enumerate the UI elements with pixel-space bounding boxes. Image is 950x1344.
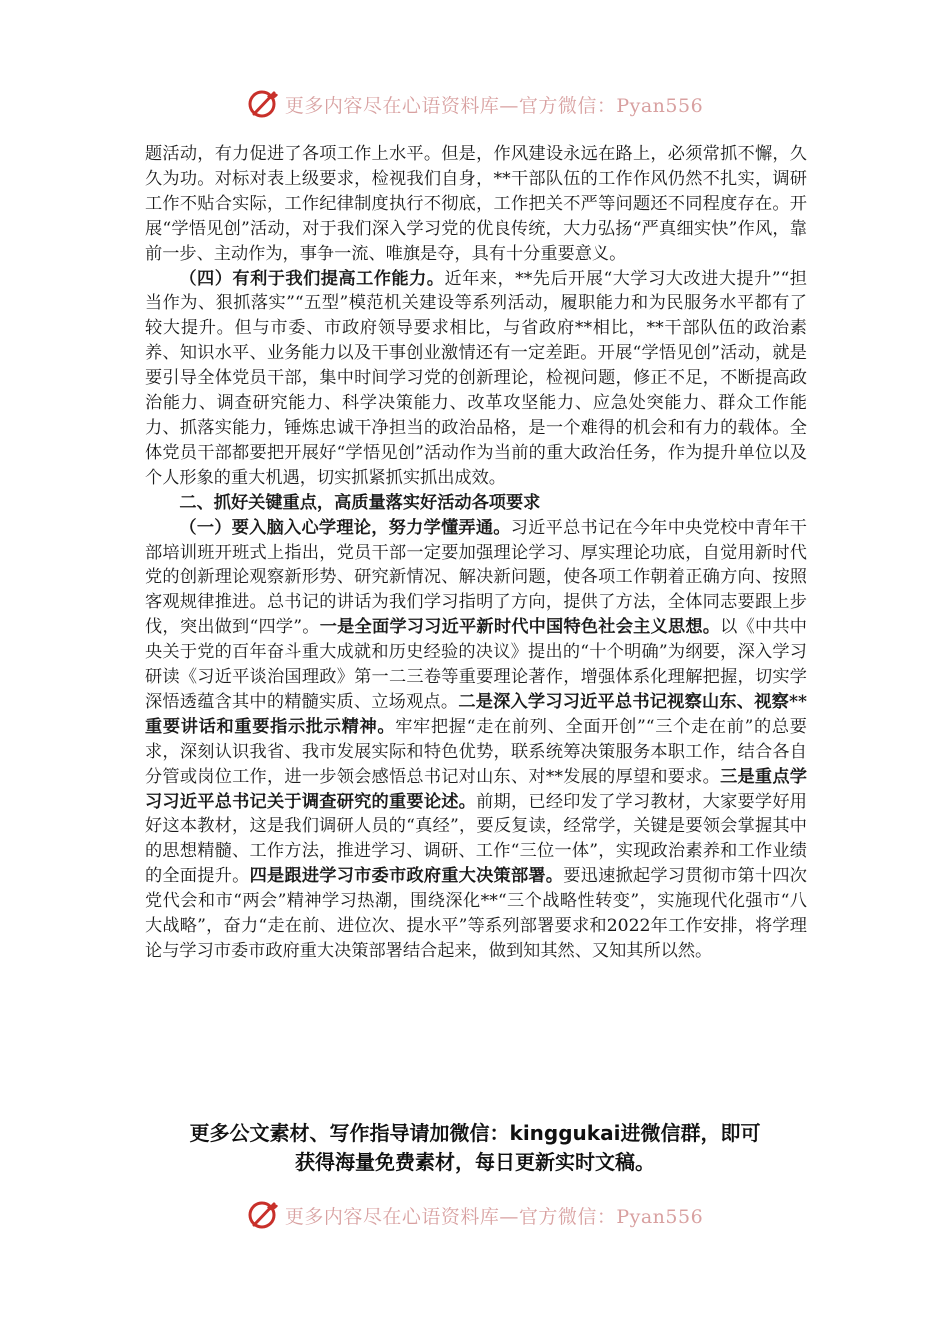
leaf-pen-logo-icon	[247, 87, 281, 121]
document-body	[145, 142, 807, 964]
watermark-text: 更多内容尽在心语资料库—官方微信：Pyan556	[284, 1205, 704, 1228]
watermark-header	[0, 84, 950, 124]
paragraph: （一）要入脑入心学理论，努力学懂弄通。习近平总书记在今年中央党校中青年干部培训班开班式上指出，党员干部一定要加强理论学习、厚实理论功底，自觉用新时代党的创新理论观察新形势、研究新情况、解决新问题，使各项工作朝着正确方向、按照客观规律推进。总书记的讲话为我们学习指明了方向，提供了方法，全体同志要跟上步伐，突出做到“四学”。一是全面学习习近平新时代中国特色社会主义思想。以《中共中央关于党的百年奋斗重大成就和历史经验的决议》提出的“十个明确”为纲要，深入学习研读《习近平谈治国理政》第一二三卷等重要理论著作，增强体系化理解把握，切实学深悟透蕴含其中的精髓实质、立场观点。二是深入学习习近平总书记视察山东、视察**重要讲话和重要指示批示精神。牢牢把握“走在前列、全面开创”“三个走在前”的总要求，深刻认识我省、我市发展实际和特色优势，联系统筹决策服务本职工作，结合各自分管或岗位工作，进一步领会感悟总书记对山东、对**发展的厚望和要求。三是重点学习习近平总书记关于调查研究的重要论述。前期，已经印发了学习教材，大家要学好用好这本教材，这是我们调研人员的“真经”，要反复读，经常学，关键是要领会掌握其中的思想精髓、工作方法，推进学习、调研、工作“三位一体”，实现政治素养和工作业绩的全面提升。四是跟进学习市委市政府重大决策部署。要迅速掀起学习贯彻市第十四次党代会和市“两会”精神学习热潮，围绕深化**“三个战略性转变”，实施现代化强市“八大战略”，奋力“走在前、进位次、提水平”等系列部署要求和2022年工作安排，将学理论与学习市委市政府重大决策部署结合起来，做到知其然、又知其所以然。	[145, 517, 807, 961]
watermark-footer	[0, 1195, 950, 1235]
promo-line: 获得海量免费素材，每日更新实时文稿。	[295, 1150, 655, 1174]
subheading: （四）有利于我们提高工作能力。	[179, 268, 445, 289]
section-heading: 二、抓好关键重点，高质量落实好活动各项要求	[179, 492, 541, 513]
promo-notice	[120, 1119, 830, 1177]
leaf-pen-logo-icon	[247, 1198, 281, 1232]
paragraph: （四）有利于我们提高工作能力。近年来，**先后开展“大学习大改进大提升”“担当作为、狠抓落实”“五型”模范机关建设等系列活动，履职能力和为民服务水平都有了较大提升。但与市委、市政府领导要求相比，与省政府**相比，**干部队伍的政治素养、知识水平、业务能力以及干事创业激情还有一定差距。开展“学悟见创”活动，就是要引导全体党员干部，集中时间学习党的创新理论，检视问题，修正不足，不断提高政治能力、调查研究能力、科学决策能力、改革攻坚能力、应急处突能力、群众工作能力、抓落实能力，锤炼忠诚干净担当的政治品格，是一个难得的机会和有力的载体。全体党员干部都要把开展好“学悟见创”活动作为当前的重大政治任务，作为提升单位以及个人形象的重大机遇，切实抓紧抓实抓出成效。	[145, 268, 807, 488]
watermark-text: 更多内容尽在心语资料库—官方微信：Pyan556	[284, 94, 704, 117]
subheading: （一）要入脑入心学理论，努力学懂弄通。	[179, 517, 511, 538]
paragraph: 题活动，有力促进了各项工作上水平。但是，作风建设永远在路上，必须常抓不懈，久久为功。对标对表上级要求，检视我们自身，**干部队伍的工作作风仍然不扎实，调研工作不贴合实际，工作纪律制度执行不彻底，工作把关不严等问题还不同程度存在。开展“学悟见创”活动，对于我们深入学习党的优良传统，大力弘扬“严真细实快”作风，靠前一步、主动作为，事争一流、唯旗是夺，具有十分重要意义。	[145, 144, 807, 264]
promo-line: 更多公文素材、写作指导请加微信：kinggukai进微信群，即可	[189, 1121, 761, 1145]
